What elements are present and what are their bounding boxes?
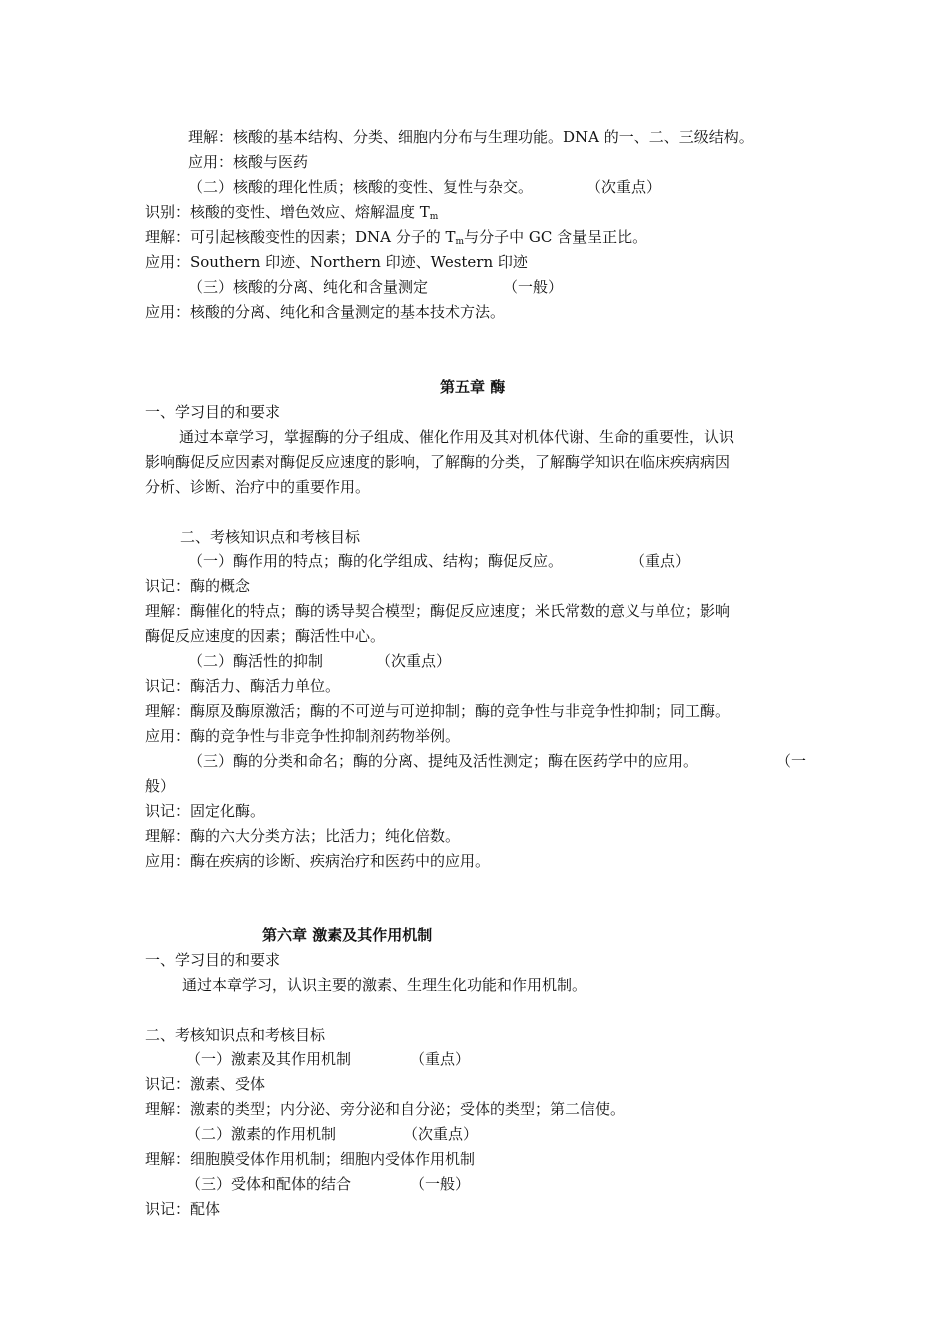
text-line: 理解：激素的类型；内分泌、旁分泌和自分泌；受体的类型；第二信使。: [145, 1100, 626, 1118]
importance-level: （重点）: [630, 552, 691, 570]
subsection-heading: （二）激素的作用机制: [186, 1125, 337, 1143]
paragraph-line: 影响酶促反应因素对酶促反应速度的影响，了解酶的分类，了解酶学知识在临床疾病病因: [145, 453, 731, 471]
subsection-heading: （三）受体和配体的结合: [186, 1175, 352, 1193]
text-line: 酶促反应速度的因素；酶活性中心。: [145, 627, 386, 645]
text-segment: 与分子中 GC 含量呈正比。: [464, 228, 648, 246]
chapter-title: 第六章 激素及其作用机制: [262, 926, 433, 944]
text-line: 应用：酶的竞争性与非竞争性抑制剂药物举例。: [145, 727, 461, 745]
text-line: 识记：固定化酶。: [145, 802, 266, 820]
text-line: 应用：核酸与医药: [188, 153, 309, 171]
text-line: 识记：配体: [145, 1200, 221, 1218]
importance-level: （次重点）: [376, 652, 452, 670]
importance-level: （重点）: [410, 1050, 471, 1068]
text-line: 理解：酶催化的特点；酶的诱导契合模型；酶促反应速度；米氏常数的意义与单位；影响: [145, 602, 731, 620]
importance-level: （一般）: [503, 278, 564, 296]
text-line: 应用：酶在疾病的诊断、疾病治疗和医药中的应用。: [145, 852, 491, 870]
paragraph-line: 通过本章学习，掌握酶的分子组成、催化作用及其对机体代谢、生命的重要性，认识: [179, 428, 735, 446]
importance-level: （一般）: [410, 1175, 471, 1193]
subsection-heading: （三）酶的分类和命名；酶的分离、提纯及活性测定；酶在医药学中的应用。: [188, 752, 699, 770]
section-heading: 二、考核知识点和考核目标: [180, 528, 361, 546]
text-line: 理解：酶的六大分类方法；比活力；纯化倍数。: [145, 827, 461, 845]
text-line: 应用：Southern 印迹、Northern 印迹、Western 印迹: [145, 253, 528, 271]
subsection-heading: （一）酶作用的特点；酶的化学组成、结构；酶促反应。: [188, 552, 564, 570]
section-heading: 一、学习目的和要求: [145, 403, 281, 421]
text-line: [145, 227, 647, 252]
subsection-text: （二）核酸的理化性质；核酸的变性、复性与杂交。: [188, 178, 534, 196]
section-heading: 二、考核知识点和考核目标: [145, 1026, 326, 1044]
text-line: 识记：酶的概念: [145, 577, 251, 595]
importance-level: （次重点）: [586, 178, 662, 196]
text-line: [145, 202, 438, 227]
subsection-heading: （二）酶活性的抑制: [188, 652, 324, 670]
subsection-heading: [188, 177, 533, 197]
chapter-title: 第五章 酶: [440, 378, 506, 396]
paragraph-line: 通过本章学习，认识主要的激素、生理生化功能和作用机制。: [182, 976, 588, 994]
text-segment: 理解：可引起核酸变性的因素；DNA 分子的 T: [145, 228, 456, 246]
text-line: 应用：核酸的分离、纯化和含量测定的基本技术方法。: [145, 303, 506, 321]
text-line: 理解：细胞膜受体作用机制；细胞内受体作用机制: [145, 1150, 476, 1168]
subsection-heading: （三）核酸的分离、纯化和含量测定: [188, 278, 429, 296]
importance-level: （次重点）: [403, 1125, 479, 1143]
text-line: 理解：核酸的基本结构、分类、细胞内分布与生理功能。DNA 的一、二、三级结构。: [188, 128, 754, 146]
text-line: 识记：酶活力、酶活力单位。: [145, 677, 341, 695]
paragraph-line: 分析、诊断、治疗中的重要作用。: [145, 478, 371, 496]
subsection-heading: （一）激素及其作用机制: [186, 1050, 352, 1068]
importance-level-continued: 般）: [145, 777, 176, 795]
text-line: 理解：酶原及酶原激活；酶的不可逆与可逆抑制；酶的竞争性与非竞争性抑制；同工酶。: [145, 702, 731, 720]
text-line: 识记：激素、受体: [145, 1075, 266, 1093]
subscript: m: [455, 237, 465, 247]
importance-level: （一: [776, 752, 807, 770]
section-heading: 一、学习目的和要求: [145, 951, 281, 969]
text-segment: 识别：核酸的变性、增色效应、熔解温度 T: [145, 203, 430, 221]
subscript: m: [429, 212, 439, 222]
